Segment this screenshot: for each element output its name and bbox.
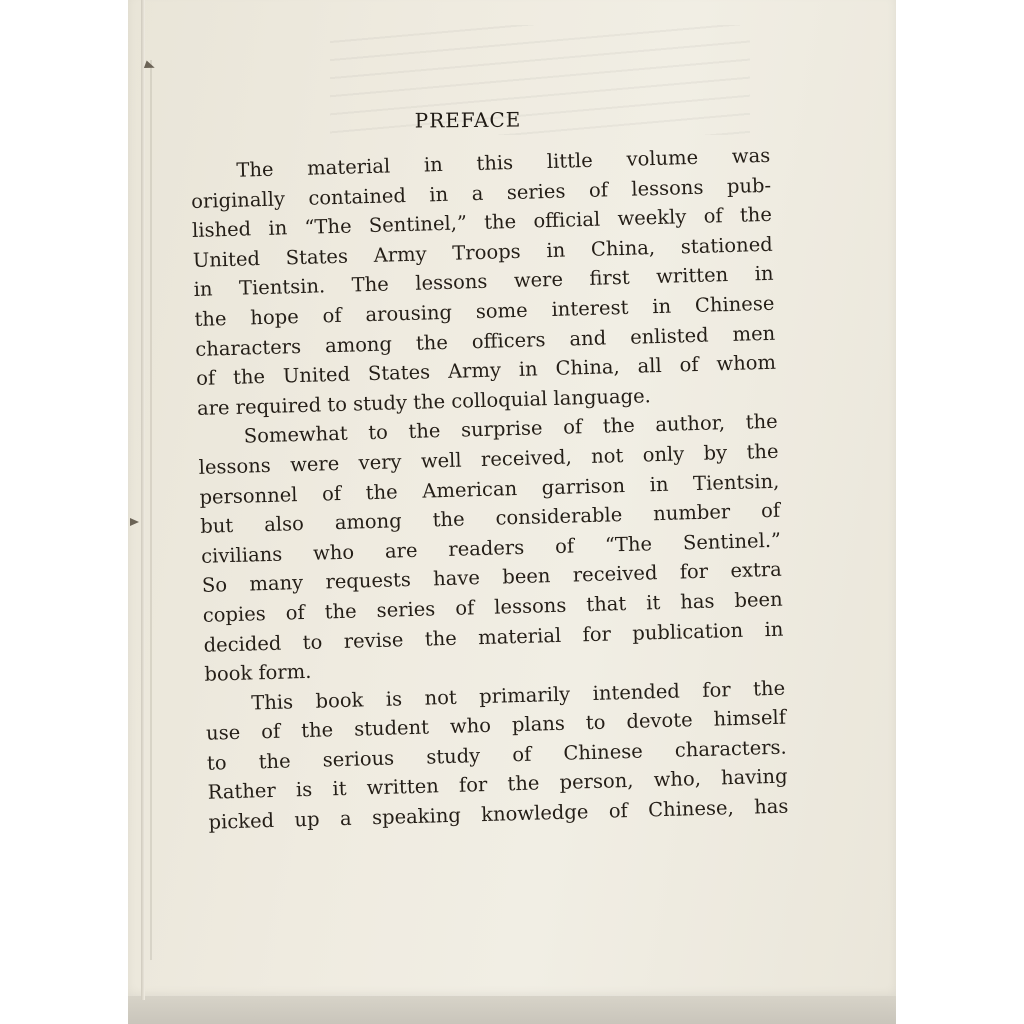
page-bottom-edge bbox=[128, 996, 896, 1024]
text-line: decided to revise the material for publication in bbox=[203, 617, 784, 657]
page-binding-edge bbox=[141, 0, 145, 1000]
text-line: characters among the officers and enlisted men bbox=[195, 321, 776, 361]
text-line: copies of the series of lessons that it has been bbox=[202, 587, 783, 627]
text-line: in Tientsin. The lessons were first written in bbox=[193, 262, 774, 302]
text-line: So many requests have been received for extra bbox=[201, 557, 783, 598]
text-line: Rather is it written for the person, who, having bbox=[207, 765, 788, 805]
text-line: but also among the considerable number of bbox=[199, 498, 781, 538]
text-line: are required to study the colloquial language. bbox=[196, 383, 652, 420]
page-tear-mark bbox=[130, 518, 139, 526]
background-left bbox=[0, 0, 130, 1024]
text-line: originally contained in a series of lessons pub- bbox=[190, 173, 772, 213]
text-line: the hope of arousing some interest in Chinese bbox=[194, 291, 775, 331]
text-line: lished in “The Sentinel,” the official weekly of the bbox=[191, 202, 773, 243]
text-line: picked up a speaking knowledge of Chinese, has bbox=[208, 794, 789, 834]
text-line: to the serious study of Chinese characters. bbox=[206, 735, 788, 775]
text-line: civilians who are readers of “The Sentinel.” bbox=[200, 528, 782, 568]
preface-body bbox=[190, 141, 789, 838]
text-line: This book is not primarily intended for the bbox=[250, 676, 786, 715]
text-line: United States Army Troops in China, stationed bbox=[192, 232, 773, 272]
text-line: The material in this little volume was bbox=[236, 143, 771, 182]
page-binding-crease bbox=[150, 60, 152, 960]
page-heading: PREFACE bbox=[414, 107, 522, 133]
text-line: of the United States Army in China, all of whom bbox=[195, 350, 777, 391]
text-line: lessons were very well received, not only by the bbox=[198, 439, 779, 479]
text-line: use of the student who plans to devote himself bbox=[205, 705, 787, 746]
text-line: Somewhat to the surprise of the author, the bbox=[243, 410, 778, 448]
text-line: book form. bbox=[204, 659, 312, 686]
text-line: personnel of the American garrison in Tientsin, bbox=[199, 469, 780, 509]
